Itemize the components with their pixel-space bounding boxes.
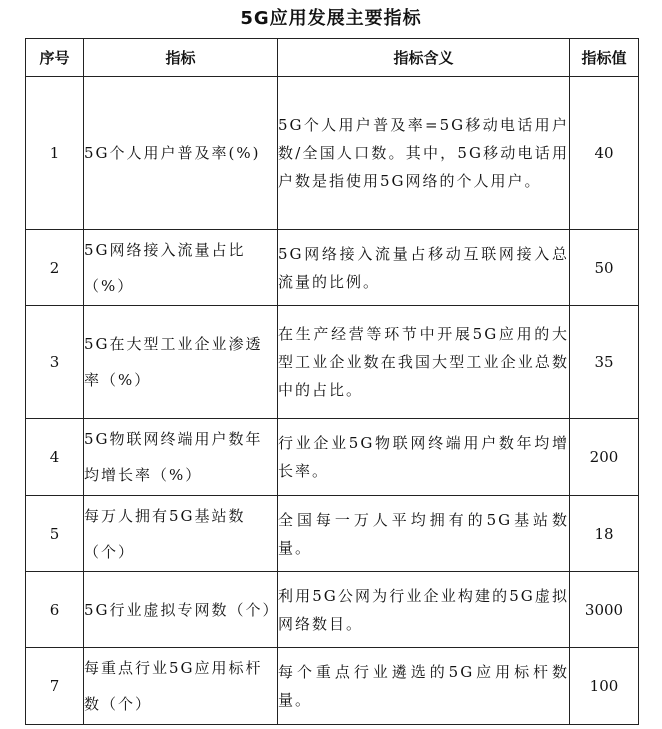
cell-meaning: 5G个人用户普及率=5G移动电话用户数/全国人口数。其中，5G移动电话用户数是指使用5G网络的个人用户。: [278, 77, 570, 230]
header-row: [26, 39, 639, 77]
cell-value: 200: [570, 419, 639, 496]
cell-meaning: 每个重点行业遴选的5G应用标杆数量。: [278, 648, 570, 725]
cell-value: 40: [570, 77, 639, 230]
cell-no: 3: [26, 306, 84, 419]
table-row: [26, 419, 639, 496]
cell-no: 1: [26, 77, 84, 230]
cell-value: 18: [570, 496, 639, 572]
cell-value: 100: [570, 648, 639, 725]
cell-value: 35: [570, 306, 639, 419]
cell-no: 7: [26, 648, 84, 725]
header-meaning: 指标含义: [278, 39, 570, 77]
cell-name: 每重点行业5G应用标杆数（个）: [84, 648, 278, 725]
cell-value: 50: [570, 230, 639, 306]
cell-value: 3000: [570, 572, 639, 648]
table-row: [26, 230, 639, 306]
table-row: [26, 572, 639, 648]
cell-name: 每万人拥有5G基站数（个）: [84, 496, 278, 572]
cell-no: 6: [26, 572, 84, 648]
cell-name: 5G在大型工业企业渗透率（%）: [84, 306, 278, 419]
cell-meaning: 利用5G公网为行业企业构建的5G虚拟网络数目。: [278, 572, 570, 648]
cell-name: 5G物联网终端用户数年均增长率（%）: [84, 419, 278, 496]
indicator-table: [25, 38, 639, 725]
table-title: 5G应用发展主要指标: [240, 8, 422, 29]
cell-meaning: 5G网络接入流量占移动互联网接入总流量的比例。: [278, 230, 570, 306]
cell-meaning: 全国每一万人平均拥有的5G基站数量。: [278, 496, 570, 572]
header-value: 指标值: [570, 39, 639, 77]
cell-name: 5G网络接入流量占比（%）: [84, 230, 278, 306]
header-no: 序号: [26, 39, 84, 77]
table-row: [26, 496, 639, 572]
cell-name: 5G个人用户普及率(%): [84, 77, 278, 230]
table-row: [26, 77, 639, 230]
cell-no: 5: [26, 496, 84, 572]
table-row: [26, 648, 639, 725]
cell-no: 2: [26, 230, 84, 306]
cell-meaning: 行业企业5G物联网终端用户数年均增长率。: [278, 419, 570, 496]
table-row: [26, 306, 639, 419]
cell-meaning: 在生产经营等环节中开展5G应用的大型工业企业数在我国大型工业企业总数中的占比。: [278, 306, 570, 419]
header-name: 指标: [84, 39, 278, 77]
cell-name: 5G行业虚拟专网数（个）: [84, 572, 278, 648]
cell-no: 4: [26, 419, 84, 496]
